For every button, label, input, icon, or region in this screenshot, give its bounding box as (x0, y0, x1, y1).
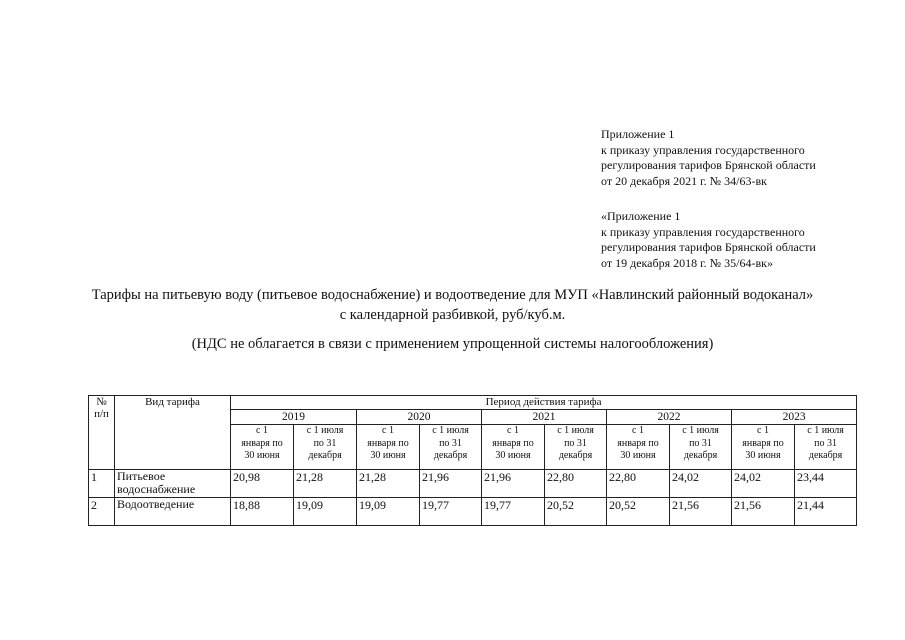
half1-line: 30 июня (370, 450, 406, 461)
tariff-value: 21,56 (732, 498, 795, 526)
document-title-line2: с календарной разбивкой, руб/куб.м. (339, 307, 566, 323)
tariff-value: 21,44 (795, 498, 857, 526)
half2-line: декабря (433, 450, 468, 461)
header-year: 2020 (357, 410, 482, 425)
header-second-half (294, 425, 357, 470)
header-year: 2022 (607, 410, 732, 425)
tariff-value: 19,77 (420, 498, 482, 526)
half1-line: 30 июня (495, 450, 531, 461)
tariff-value: 21,56 (670, 498, 732, 526)
tariff-value: 22,80 (545, 470, 607, 498)
header-first-half (732, 425, 795, 470)
half1-line: 30 июня (620, 450, 656, 461)
tariff-value: 19,77 (482, 498, 545, 526)
vat-note: (НДС не облагается в связи с применением упрощенной системы налогообложения) (191, 336, 714, 352)
header-year: 2019 (231, 410, 357, 425)
tariff-value: 20,98 (231, 470, 294, 498)
half2-line: декабря (308, 450, 342, 461)
header-first-half (357, 425, 420, 470)
tariff-value: 24,02 (732, 470, 795, 498)
header-first-half (482, 425, 545, 470)
header-second-half (545, 425, 607, 470)
half2-line: с 1 июля (557, 425, 594, 436)
header-first-half (231, 425, 294, 470)
half2-line: с 1 июля (306, 425, 344, 436)
half2-line: по 31 (689, 437, 712, 449)
tariff-value: 20,52 (607, 498, 670, 526)
appendix-previous-line: регулирования тарифов Брянской области (601, 240, 816, 254)
tariff-value: 21,96 (482, 470, 545, 498)
half2-line: по 31 (564, 437, 587, 449)
appendix-previous-line: «Приложение 1 (601, 209, 681, 223)
half2-line: с 1 июля (807, 425, 844, 436)
half1-line: января по (367, 437, 409, 449)
header-second-half (420, 425, 482, 470)
half1-line: января по (617, 437, 659, 449)
half2-line: с 1 июля (682, 425, 719, 436)
half1-line: с 1 (632, 425, 644, 436)
tariff-value: 21,28 (294, 470, 357, 498)
appendix-previous (601, 209, 816, 271)
half2-line: по 31 (439, 437, 462, 449)
header-period: Период действия тарифа (231, 396, 857, 410)
header-year: 2023 (732, 410, 857, 425)
tariff-value: 24,02 (670, 470, 732, 498)
appendix-current (601, 127, 816, 189)
tariff-value: 20,52 (545, 498, 607, 526)
half1-line: с 1 (757, 425, 769, 436)
header-number (89, 396, 115, 470)
half1-line: с 1 (382, 425, 394, 436)
tariff-value: 18,88 (231, 498, 294, 526)
table-row (89, 498, 857, 526)
row-tariff-kind: Водоотведение (115, 498, 231, 526)
row-tariff-kind: Питьевое водоснабжение (115, 470, 231, 498)
tariff-table (88, 395, 857, 526)
header-number-line1: № (96, 396, 107, 408)
appendix-current-line: от 20 декабря 2021 г. № 34/63-вк (601, 173, 767, 188)
half2-line: декабря (808, 450, 843, 461)
tariff-value: 19,09 (294, 498, 357, 526)
half2-line: декабря (558, 450, 593, 461)
tariff-value: 22,80 (607, 470, 670, 498)
tariff-value: 23,44 (795, 470, 857, 498)
half2-line: по 31 (313, 437, 337, 449)
half1-line: 30 июня (745, 450, 781, 461)
half1-line: 30 июня (244, 450, 280, 461)
appendix-current-line: к приказу управления государственного (601, 142, 805, 157)
half1-line: января по (492, 437, 534, 449)
header-number-line2: п/п (94, 408, 109, 420)
tariff-value: 21,28 (357, 470, 420, 498)
appendix-previous-line: к приказу управления государственного (601, 224, 805, 239)
appendix-current-line: регулирования тарифов Брянской области (601, 158, 816, 172)
half2-line: по 31 (814, 437, 837, 449)
tariff-value: 19,09 (357, 498, 420, 526)
half1-line: января по (241, 437, 283, 449)
tariff-value: 21,96 (420, 470, 482, 498)
row-number: 1 (89, 470, 115, 498)
header-second-half (795, 425, 857, 470)
appendix-previous-line: от 19 декабря 2018 г. № 35/64-вк» (601, 255, 773, 270)
half1-line: с 1 (256, 425, 268, 436)
half1-line: января по (742, 437, 784, 449)
document-title-line1: Тарифы на питьевую воду (питьевое водоснабжение) и водоотведение для МУП «Навлинский районный водоканал» (91, 287, 814, 303)
header-tariff-kind: Вид тарифа (115, 396, 231, 470)
header-second-half (670, 425, 732, 470)
appendix-current-line: Приложение 1 (601, 127, 675, 141)
table-row (89, 470, 857, 498)
half1-line: с 1 (507, 425, 519, 436)
half2-line: с 1 июля (432, 425, 469, 436)
header-year: 2021 (482, 410, 607, 425)
header-first-half (607, 425, 670, 470)
half2-line: декабря (683, 450, 718, 461)
row-number: 2 (89, 498, 115, 526)
